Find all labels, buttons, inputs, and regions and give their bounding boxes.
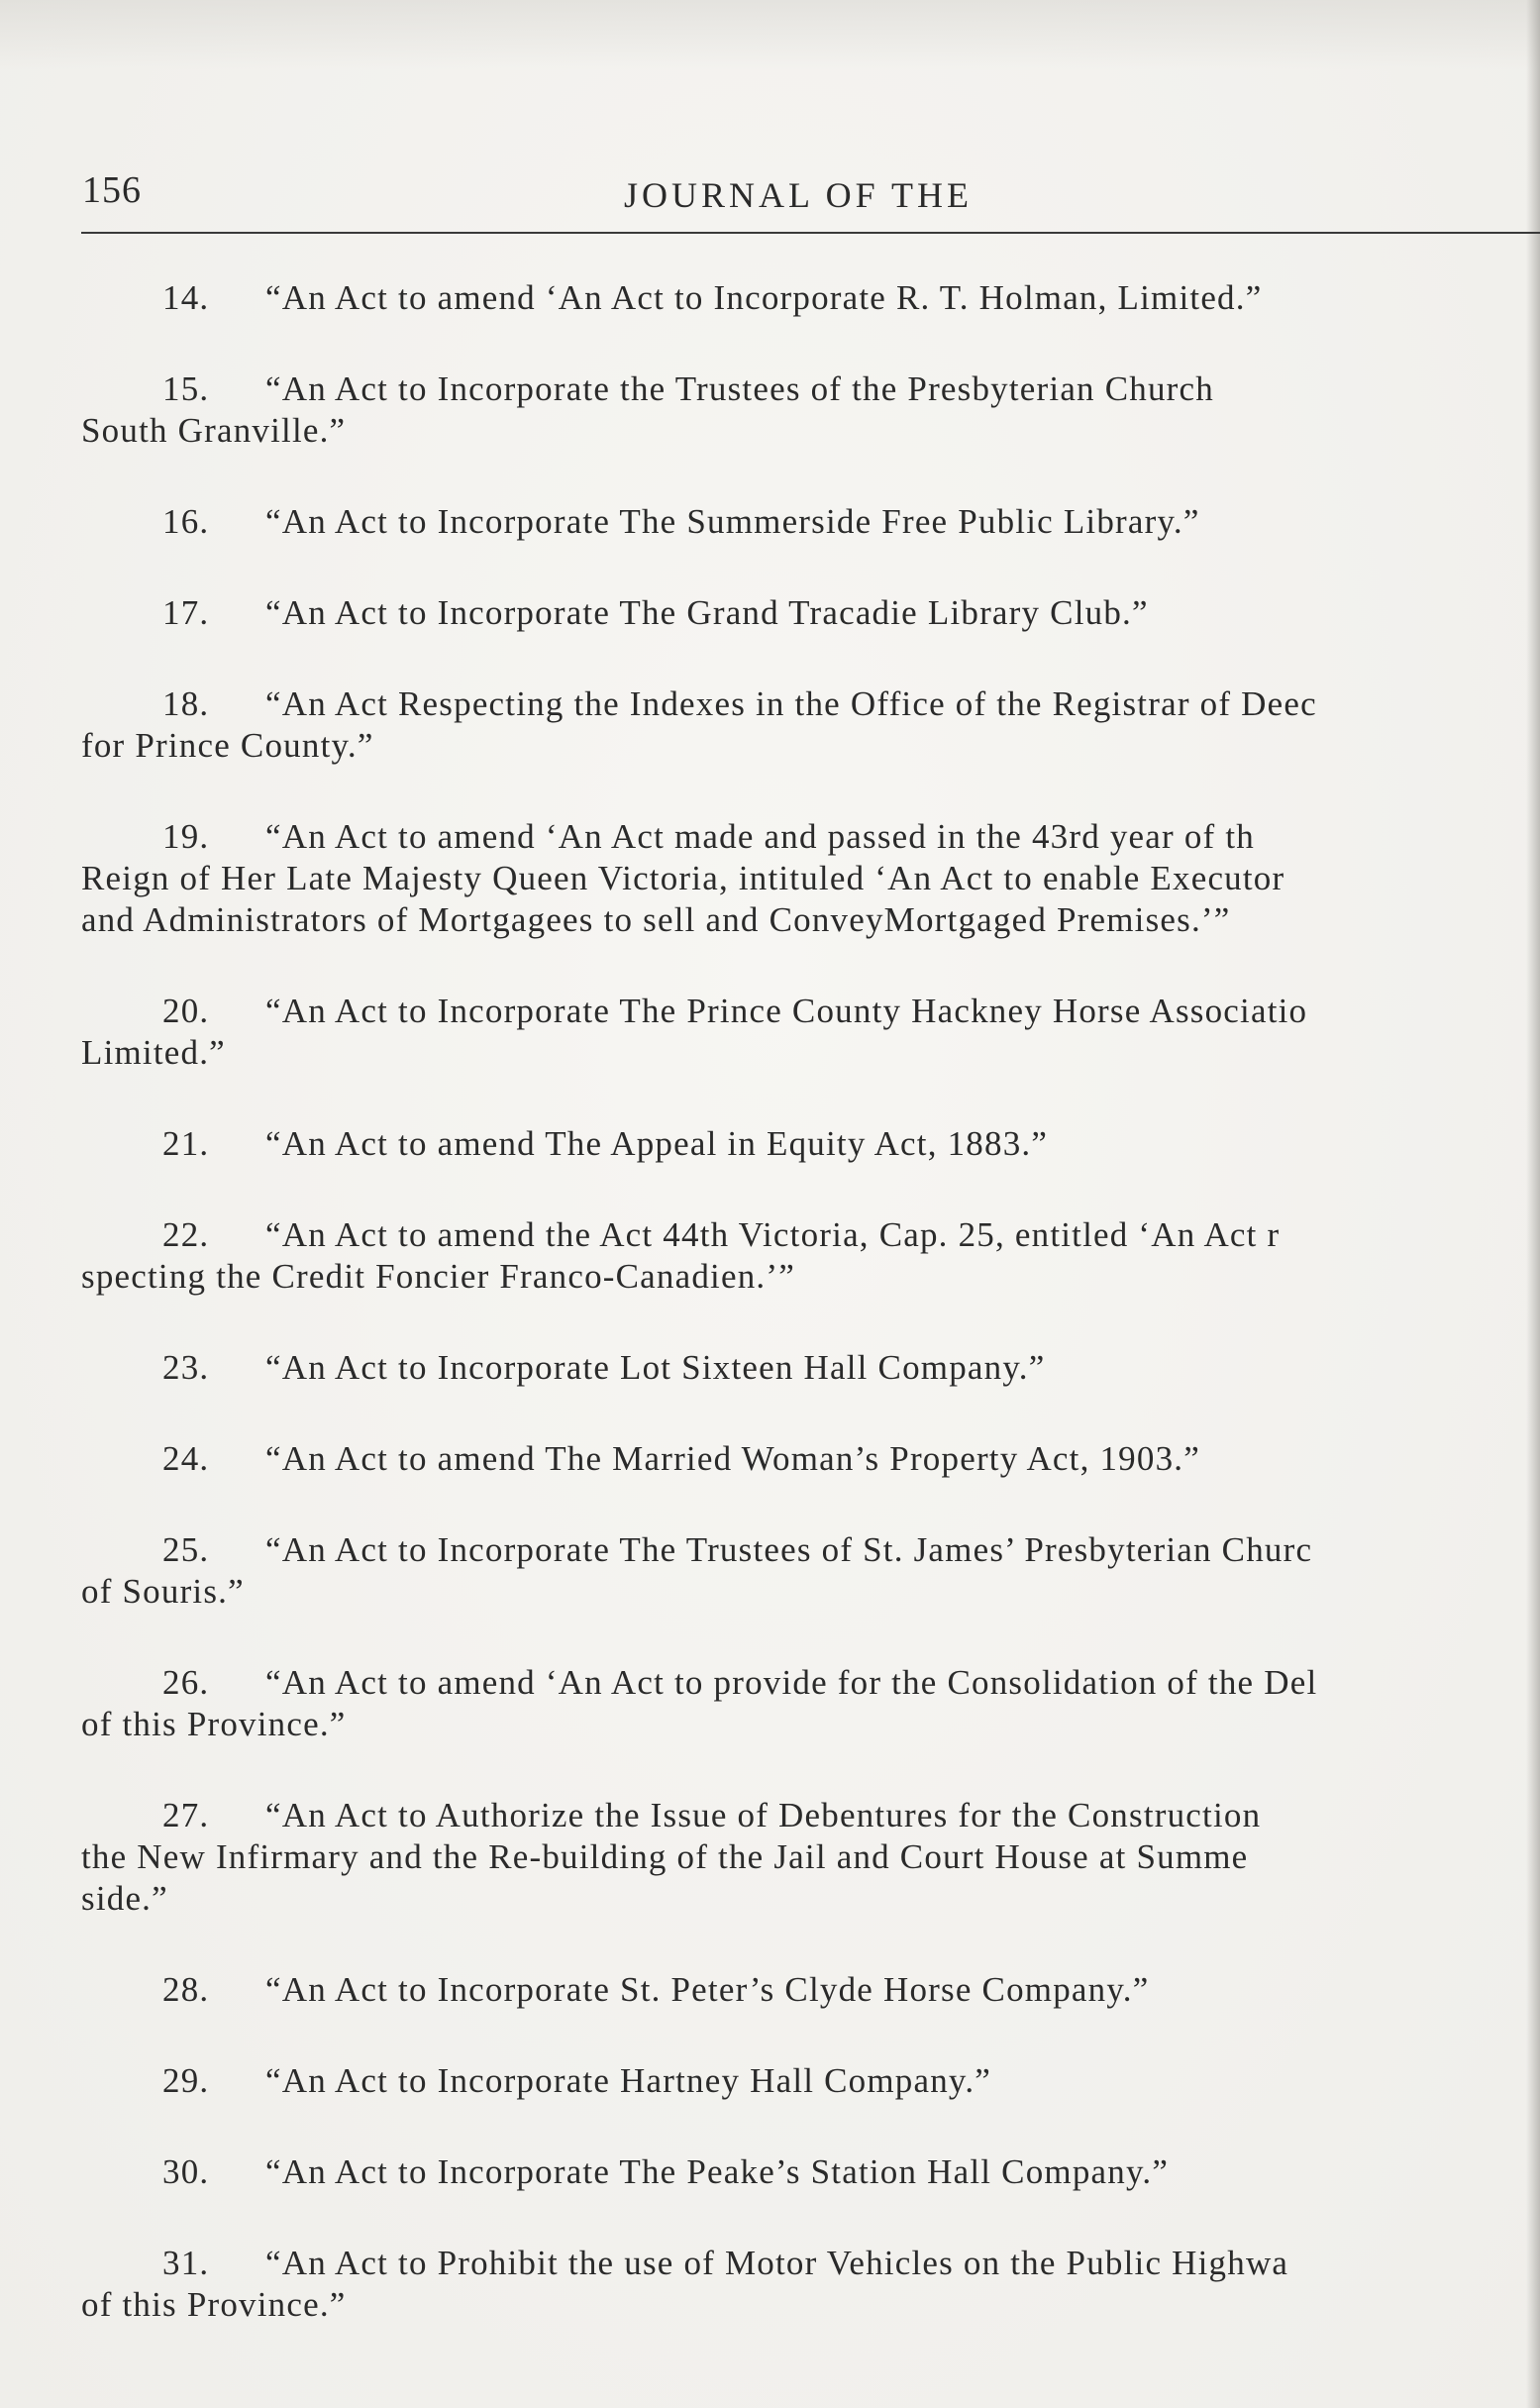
act-number: 26. [162,1663,210,1702]
act-entry [81,1795,1540,1920]
act-line [81,1032,1540,1074]
act-number: 22. [162,1215,210,1254]
act-text: “An Act to Incorporate Hartney Hall Company.” [265,2061,992,2100]
page-header [0,168,1540,228]
act-text: specting the Credit Foncier Franco-Canadien.’” [81,1257,795,1296]
act-text: “An Act to Incorporate The Grand Tracadie Library Club.” [265,593,1149,632]
act-number: 17. [162,593,210,632]
act-number: 21. [162,1124,210,1163]
act-number: 27. [162,1796,210,1834]
act-entry [81,501,1540,543]
act-entry [81,1438,1540,1480]
act-line [81,592,1540,634]
act-line [81,1438,1540,1480]
act-entry [81,683,1540,767]
act-line [81,899,1540,941]
act-text: the New Infirmary and the Re-building of the Jail and Court House at Summe [81,1837,1249,1876]
act-text: and Administrators of Mortgagees to sell and ConveyMortgaged Premises.’” [81,900,1231,939]
header-rule [81,232,1540,234]
scan-shadow-top [0,0,1540,69]
act-number: 20. [162,992,210,1030]
act-text: “An Act to amend ‘An Act to Incorporate R. T. Holman, Limited.” [265,278,1263,317]
act-text: “An Act to Incorporate St. Peter’s Clyde Horse Company.” [265,1970,1150,2009]
act-line [81,725,1540,767]
act-text: “An Act to Authorize the Issue of Debentures for the Construction [265,1796,1262,1834]
act-entry [81,1969,1540,2011]
act-line [81,1836,1540,1878]
act-line [81,277,1540,319]
act-text: “An Act to Prohibit the use of Motor Vehicles on the Public Highwa [265,2244,1289,2282]
act-line [81,991,1540,1032]
act-line [81,1662,1540,1704]
act-line [81,2060,1540,2102]
act-number: 25. [162,1530,210,1569]
act-text: South Granville.” [81,411,347,450]
act-text: Limited.” [81,1033,226,1072]
act-number: 23. [162,1348,210,1387]
act-line [81,2243,1540,2284]
act-entry [81,277,1540,319]
act-number: 19. [162,817,210,856]
act-text: Reign of Her Late Majesty Queen Victoria, intituled ‘An Act to enable Executor [81,859,1285,897]
act-entry [81,2060,1540,2102]
act-number: 14. [162,278,210,317]
act-text: “An Act to amend The Married Woman’s Property Act, 1903.” [265,1439,1200,1478]
act-line [81,1256,1540,1298]
act-number: 31. [162,2244,210,2282]
acts-list [81,277,1540,2375]
act-line [81,1969,1540,2011]
act-text: of this Province.” [81,2285,347,2324]
act-line [81,1347,1540,1389]
act-text: “An Act to Incorporate The Summerside Free Public Library.” [265,502,1200,541]
act-text: “An Act to amend The Appeal in Equity Act, 1883.” [265,1124,1049,1163]
act-line [81,1878,1540,1920]
act-entry [81,1123,1540,1165]
act-text: “An Act Respecting the Indexes in the Office of the Registrar of Deec [265,684,1317,723]
act-entry [81,991,1540,1074]
act-line [81,858,1540,899]
act-number: 28. [162,1970,210,2009]
act-line [81,1529,1540,1571]
act-entry [81,1214,1540,1298]
act-line [81,1704,1540,1745]
act-text: “An Act to amend the Act 44th Victoria, Cap. 25, entitled ‘An Act r [265,1215,1281,1254]
act-text: “An Act to Incorporate Lot Sixteen Hall Company.” [265,1348,1046,1387]
act-text: for Prince County.” [81,726,374,765]
act-text: “An Act to Incorporate The Trustees of St. James’ Presbyterian Churc [265,1530,1313,1569]
act-text: “An Act to Incorporate The Peake’s Station Hall Company.” [265,2152,1170,2191]
act-line [81,816,1540,858]
act-line [81,501,1540,543]
act-text: “An Act to Incorporate The Prince County Hackney Horse Associatio [265,992,1308,1030]
act-text: “An Act to amend ‘An Act made and passed in the 43rd year of th [265,817,1255,856]
act-number: 16. [162,502,210,541]
act-entry [81,2151,1540,2193]
act-number: 15. [162,369,210,408]
act-line [81,2284,1540,2326]
act-number: 29. [162,2061,210,2100]
act-number: 24. [162,1439,210,1478]
act-line [81,410,1540,452]
act-entry [81,1347,1540,1389]
act-text: side.” [81,1879,168,1918]
act-entry [81,816,1540,941]
act-entry [81,592,1540,634]
running-head: JOURNAL OF THE [624,175,974,215]
act-line [81,2151,1540,2193]
act-entry [81,2243,1540,2326]
act-number: 18. [162,684,210,723]
act-line [81,1214,1540,1256]
act-line [81,368,1540,410]
act-text: of this Province.” [81,1705,347,1743]
act-line [81,1795,1540,1836]
act-line [81,683,1540,725]
act-entry [81,1529,1540,1613]
act-line [81,1123,1540,1165]
act-entry [81,368,1540,452]
page-number: 156 [82,169,142,211]
act-text: “An Act to Incorporate the Trustees of the Presbyterian Church [265,369,1214,408]
act-number: 30. [162,2152,210,2191]
act-text: of Souris.” [81,1572,245,1611]
act-line [81,1571,1540,1613]
act-text: “An Act to amend ‘An Act to provide for the Consolidation of the Del [265,1663,1318,1702]
act-entry [81,1662,1540,1745]
